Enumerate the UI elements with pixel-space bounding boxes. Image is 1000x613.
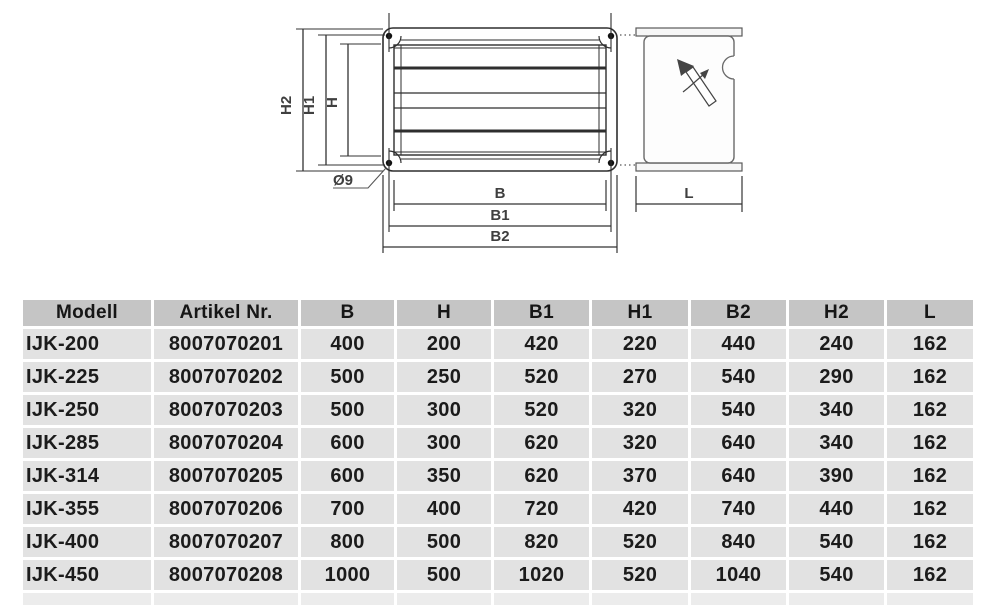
cell-b: 600: [301, 428, 394, 458]
table-row: [23, 395, 973, 425]
cell-b: 700: [301, 494, 394, 524]
cell-artikel: 8007070208: [154, 560, 298, 590]
cell-artikel: 8007070206: [154, 494, 298, 524]
cell-l: 162: [887, 560, 973, 590]
hole-diameter-label: Ø9: [333, 172, 354, 189]
cell-h2: 440: [789, 494, 884, 524]
col-header-l: L: [887, 300, 973, 326]
specs-table: [20, 297, 976, 608]
cell-b1: 820: [494, 527, 589, 557]
cell-b: 500: [301, 395, 394, 425]
cell-h: 300: [397, 428, 491, 458]
cell-modell: IJK-450: [23, 560, 151, 590]
col-header-h2: H2: [789, 300, 884, 326]
cell-h: 350: [397, 461, 491, 491]
dim-label-b1: B1: [490, 207, 510, 224]
side-bottom-flange: [636, 163, 742, 171]
cell-h1: 420: [592, 494, 688, 524]
cell-h2: 290: [789, 362, 884, 392]
dim-label-b: B: [494, 185, 506, 202]
cell-artikel: 8007070204: [154, 428, 298, 458]
front-view: [383, 13, 643, 232]
cell-h1: 320: [592, 395, 688, 425]
cell-h2: 240: [789, 329, 884, 359]
cell-b1: 420: [494, 329, 589, 359]
cell-b2: 740: [691, 494, 786, 524]
side-body: [644, 36, 734, 163]
cell-l: 162: [887, 329, 973, 359]
cell-l: 162: [887, 494, 973, 524]
cell-modell: IJK-400: [23, 527, 151, 557]
cell-h2: 540: [789, 527, 884, 557]
cell-h1: 320: [592, 428, 688, 458]
dim-label-h1: H1: [301, 95, 318, 115]
cell-b2: 640: [691, 461, 786, 491]
cell-b2: 840: [691, 527, 786, 557]
bolt-holes: [386, 33, 614, 166]
cell-l: 162: [887, 362, 973, 392]
cell-modell: IJK-200: [23, 329, 151, 359]
cell-b2: 1040: [691, 560, 786, 590]
cell-b1: 1020: [494, 560, 589, 590]
side-top-flange: [636, 28, 742, 36]
cell-modell: IJK-250: [23, 395, 151, 425]
cell-h2: 540: [789, 560, 884, 590]
col-header-b1: B1: [494, 300, 589, 326]
dim-label-h: H: [324, 97, 341, 108]
dim-label-l: L: [684, 185, 694, 202]
dim-label-h2: H2: [278, 95, 295, 115]
table-row: [23, 527, 973, 557]
dimension-drawing: [0, 0, 1000, 292]
cell-h1: 270: [592, 362, 688, 392]
cell-h2: 340: [789, 428, 884, 458]
cell-b2: 640: [691, 428, 786, 458]
table-row: [23, 362, 973, 392]
cell-artikel: 8007070205: [154, 461, 298, 491]
cell-h: 400: [397, 494, 491, 524]
table-header-row: [23, 300, 973, 326]
cell-modell: IJK-225: [23, 362, 151, 392]
cell-h2: 340: [789, 395, 884, 425]
cell-modell: IJK-355: [23, 494, 151, 524]
cell-artikel: 8007070201: [154, 329, 298, 359]
cell-artikel: 8007070202: [154, 362, 298, 392]
col-header-artikel: Artikel Nr.: [154, 300, 298, 326]
cell-b: 1000: [301, 560, 394, 590]
table-row: [23, 329, 973, 359]
cell-b2: 540: [691, 395, 786, 425]
front-outer-frame: [383, 28, 617, 171]
cell-modell: IJK-285: [23, 428, 151, 458]
table-row: [23, 461, 973, 491]
col-header-modell: Modell: [23, 300, 151, 326]
col-header-b: B: [301, 300, 394, 326]
cell-b: 600: [301, 461, 394, 491]
cell-modell: IJK-314: [23, 461, 151, 491]
cell-l: 162: [887, 428, 973, 458]
col-header-h: H: [397, 300, 491, 326]
col-header-b2: B2: [691, 300, 786, 326]
cell-h: 250: [397, 362, 491, 392]
cell-b2: 440: [691, 329, 786, 359]
cell-l: 162: [887, 461, 973, 491]
cell-artikel: 8007070203: [154, 395, 298, 425]
cell-h: 500: [397, 560, 491, 590]
cell-b: 400: [301, 329, 394, 359]
cell-h: 300: [397, 395, 491, 425]
cell-b: 500: [301, 362, 394, 392]
front-opening: [394, 45, 606, 155]
cell-b1: 620: [494, 428, 589, 458]
cell-artikel: 8007070207: [154, 527, 298, 557]
cell-b1: 620: [494, 461, 589, 491]
dim-label-b2: B2: [490, 228, 510, 245]
cell-b1: 520: [494, 395, 589, 425]
cell-h1: 220: [592, 329, 688, 359]
side-view: [636, 28, 742, 212]
cell-h1: 520: [592, 527, 688, 557]
cell-l: 162: [887, 395, 973, 425]
cell-h2: 390: [789, 461, 884, 491]
damper-blades: [394, 48, 606, 152]
cell-b1: 720: [494, 494, 589, 524]
table-row: [23, 428, 973, 458]
cell-b2: 540: [691, 362, 786, 392]
col-header-h1: H1: [592, 300, 688, 326]
cell-h1: 370: [592, 461, 688, 491]
table-row: [23, 560, 973, 590]
cell-b: 800: [301, 527, 394, 557]
table-row: [23, 494, 973, 524]
cell-h: 200: [397, 329, 491, 359]
cell-h1: 520: [592, 560, 688, 590]
cell-h: 500: [397, 527, 491, 557]
cell-b1: 520: [494, 362, 589, 392]
table-row-partial: [23, 593, 973, 605]
cell-l: 162: [887, 527, 973, 557]
